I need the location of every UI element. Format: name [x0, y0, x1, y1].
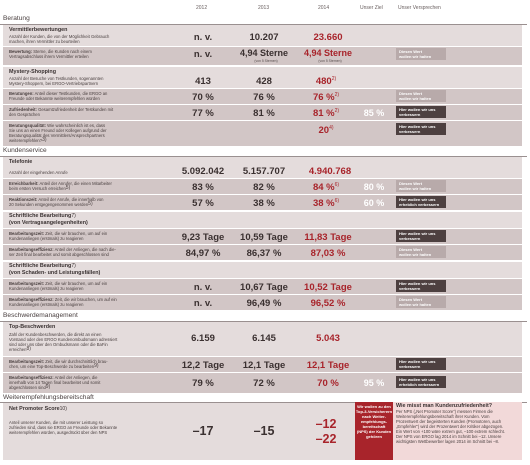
value-erreichbarkeit-2012: 83 %: [192, 182, 214, 193]
row-desc-bewertung: Bewertung: Sterne, die Kunden nach einem Vertragsabschluss ihrem Vermittler erteilen: [9, 49, 92, 59]
value-zufriedenheit-2013: 81 %: [253, 108, 275, 119]
value-qualitaet-2014: 20$^{4)}$: [318, 125, 334, 136]
row-desc-erreichbarkeit: Erreichbarkeit: Anteil der Anrufer, die einen Mitarbeiter beim ersten Versuch erreichen5): [9, 181, 112, 191]
value-nps-2013: –15: [253, 424, 275, 438]
nps-info-title: Wie misst man Kundenzufriedenheit?: [396, 403, 493, 409]
promise-beschwerdezeit: Hier wollen wir uns verbessern: [396, 358, 446, 370]
section-beschwerde: Beschwerdemanagement: [3, 312, 78, 319]
row-desc-top: Zahl der Kundenbeschwerden, die direkt an einen Vorstand oder den ERGO Kundenombudsmann adressiert sind oder uns über den Ombudsmann oder die BaFin erreichen8): [9, 332, 118, 352]
goal-erreichbarkeit: 80 %: [363, 182, 385, 192]
promise-beratungen: Diesen Wert wollen wir halten: [396, 90, 446, 102]
value-reaktionszeit-2013: 38 %: [253, 198, 275, 209]
value-bewertung-2014-note: (von 5 Sternen): [318, 59, 342, 63]
section-weiterempfehlung: Weiterempfehlungsbereitschaft: [3, 394, 94, 401]
goal-nps: Wir wollen zu den Top-3-Versicherern nach Weiter- empfehlungs- bereitschaft (NPS) der Kunden gehören: [355, 402, 393, 460]
row-label-schriftlich1-sub: (von Vertragsangelegenheiten): [9, 220, 88, 226]
row-desc-beschwerdezeit: Bearbeitungszeit: Zeit, die wir durchschnittlich brau- chen, um eine Top-Beschwerde zu bearbeiten9): [9, 359, 108, 369]
value-vermittler-2012: n. v.: [193, 32, 213, 43]
row-label-schriftlich2: Schriftliche Bearbeitung7): [9, 263, 76, 269]
value-erreichbarkeit-2014: 84 %$^{6)}$: [312, 182, 340, 193]
value-bearbeitungszeit1-2012: 9,23 Tage: [181, 232, 225, 243]
section-kundenservice: Kundenservice: [3, 147, 47, 154]
value-beratungen-2014: 76 %$^{2)}$: [312, 92, 340, 103]
row-desc-nps: Anteil unserer Kunden, die mit unserer Leistung so zufrieden sind, dass sie ERGO an Freunde oder Bekannte weiterempfehlen würden, ausgedrückt über den NPS: [9, 420, 118, 435]
value-beschwerdezeit-2013: 12,1 Tage: [242, 360, 286, 371]
promise-bearbeitungszeit1: Hier wollen wir uns verbessern: [396, 230, 446, 242]
nps-info-text: Per NPS („Net Promoter Score“) messen Firmen die Weiterempfehlungsbereitschaft ihrer Kunden. Vom Prozentwert der begeisterten Kunden (Promotoren, auch „Empfehler“) wird der Prozentwert der Kritiker abgezogen. Ein Wert von +100 wäre extrem gut, –100 extrem schlecht. Der NPS von ERGO lag 2014 im Schnitt bei –12. Unsere wichtigsten Wettbewerber lagen 2014 im Schnitt bei –8.: [396, 409, 505, 444]
value-bearbeitungszeit2-2012: n. v.: [193, 282, 213, 293]
goal-reaktionszeit: 60 %: [363, 198, 385, 208]
value-bearbeitungszeit1-2014: 11,83 Tage: [304, 232, 352, 243]
value-beratungen-2013: 76 %: [253, 92, 275, 103]
row-desc-effizienz2: Bearbeitungseffizienz: Zeit, die wir brauchen, um auf ein Kundenanliegen (erstmals) zu reagieren: [9, 297, 117, 307]
value-mystery-2014: 480$^{2)}$: [315, 76, 337, 87]
value-reaktionszeit-2012: 57 %: [192, 198, 214, 209]
row-desc-bearbeitungszeit1: Bearbeitungszeit: Zeit, die wir brauchen, um auf ein Kundenanliegen (erstmals) zu reagieren: [9, 231, 108, 241]
value-erreichbarkeit-2013: 82 %: [253, 182, 275, 193]
value-beschwerdezeit-2014: 12,1 Tage: [306, 360, 350, 371]
value-bewertung-2012: n. v.: [193, 49, 213, 60]
promise-reaktionszeit: Hier wollen wir uns erheblich verbessern: [396, 196, 446, 208]
value-mystery-2012: 413: [195, 76, 211, 87]
row-desc-bearbeitungszeit2: Bearbeitungszeit: Zeit, die wir brauchen, um auf ein Kundenanliegen (erstmals) zu reagieren: [9, 281, 108, 291]
value-vermittler-2013: 10.207: [249, 32, 279, 43]
promise-erreichbarkeit: Diesen Wert wollen wir halten: [396, 180, 446, 192]
row-desc-mystery: Anzahl der Besuche von Testkunden, sogenannten Mystery-Shoppern, bei ERGO-Vertriebspartnern: [9, 76, 104, 86]
value-effizienz1-2013: 86,37 %: [246, 248, 282, 259]
row-label-nps: Net Promoter Score10): [9, 406, 67, 412]
value-nps-2014-b: –22: [315, 432, 337, 446]
row-label-schriftlich1: Schriftliche Bearbeitung7): [9, 213, 76, 219]
row-label-top: Top-Beschwerden: [9, 324, 56, 330]
value-zufriedenheit-2012: 77 %: [192, 108, 214, 119]
value-beschwerdeeff-2014: 70 %: [317, 378, 339, 389]
value-effizienz2-2012: n. v.: [193, 298, 213, 309]
value-top-2012: 6.159: [191, 333, 215, 344]
value-telefonie-2012: 5.092.042: [181, 166, 225, 177]
value-effizienz2-2013: 96,49 %: [246, 298, 282, 309]
promise-effizienz2: Diesen Wert wollen wir halten: [396, 296, 446, 308]
value-top-2014: 5.043: [316, 333, 340, 344]
value-effizienz2-2014: 96,52 %: [310, 298, 346, 309]
section-beratung: Beratung: [3, 15, 30, 22]
value-beschwerdeeff-2012: 79 %: [192, 378, 214, 389]
value-vermittler-2014: 23.660: [313, 32, 343, 43]
row-desc-beratungen: Beratungen: Anteil dieser Testkunden, die ERGO an Freunde oder Bekannte weiterempfehlen würden: [9, 91, 108, 101]
value-top-2013: 6.145: [252, 333, 276, 344]
promise-bearbeitungszeit2: Hier wollen wir uns verbessern: [396, 280, 446, 292]
header-2013: 2013: [258, 5, 270, 11]
row-label-mystery: Mystery-Shopping: [9, 69, 57, 75]
goal-beschwerdeeff: 95 %: [363, 378, 385, 388]
header-2014: 2014: [318, 5, 330, 11]
row-desc-zufriedenheit: Zufriedenheit: Gesamtzufriedenheit der Testkunden mit den Gesprächen: [9, 107, 114, 117]
value-bearbeitungszeit1-2013: 10,59 Tage: [240, 232, 288, 243]
row-label-telefonie: Telefonie: [9, 159, 33, 165]
promise-bewertung: Diesen Wert wollen wir halten: [396, 48, 446, 60]
row-desc-qualitaet: Beratungsqualität: Wie wahrscheinlich ist es, dass Sie uns an einen Freund oder Kollegen aufgrund der Beratungsqualität des Vermittlers/Ansprechpartners weiterempfehlen?3): [9, 123, 107, 143]
value-telefonie-2014: 4.940.768: [308, 166, 352, 177]
promise-qualitaet: Hier wollen wir uns verbessern: [396, 123, 446, 135]
value-bearbeitungszeit2-2013: 10,67 Tage: [240, 282, 288, 293]
header-goal: Unser Ziel: [360, 5, 383, 11]
row-label-vermittler: Vermittlerbewertungen: [9, 27, 68, 33]
promise-zufriedenheit: Hier wollen wir uns verbessern: [396, 106, 446, 118]
value-beratungen-2012: 70 %: [192, 92, 214, 103]
promise-beschwerdeeff: Hier wollen wir uns erheblich verbessern: [396, 376, 446, 388]
header-promise: Unser Versprechen: [398, 5, 441, 11]
value-effizienz1-2012: 84,97 %: [185, 248, 221, 259]
value-bearbeitungszeit2-2014: 10,52 Tage: [304, 282, 352, 293]
value-beschwerdeeff-2013: 72 %: [253, 378, 275, 389]
value-effizienz1-2014: 87,03 %: [310, 248, 346, 259]
value-zufriedenheit-2014: 81 %$^{2)}$: [312, 108, 340, 119]
row-desc-reaktionszeit: Reaktionszeit: Anteil der Anrufe, die innerhalb von 20 Sekunden entgegengenommen werden5): [9, 197, 104, 207]
value-mystery-2013: 428: [256, 76, 272, 87]
value-nps-2014-a: –12: [315, 417, 337, 431]
nps-info-box: [393, 402, 522, 460]
value-bewertung-2013-note: (von 5 Sternen): [254, 59, 278, 63]
goal-zufriedenheit: 85 %: [363, 108, 385, 118]
header-2012: 2012: [196, 5, 208, 11]
row-desc-vermittler: Anzahl der Kunden, die von der Möglichkeit Gebrauch machen, ihren Vermittler zu beurteilen: [9, 34, 110, 44]
row-desc-beschwerdeeff: Bearbeitungseffizienz: Anteil der Anliegen, die innerhalb von 14 Tagen final bearbeitet und somit abgeschlossen sind9): [9, 375, 101, 390]
row-label-schriftlich2-sub: (von Schaden- und Leistungsfällen): [9, 270, 101, 276]
value-bewertung-2013: 4,94 Sterne: [239, 48, 289, 58]
promise-effizienz1: Diesen Wert wollen wir halten: [396, 246, 446, 258]
value-telefonie-2013: 5.157.707: [242, 166, 286, 177]
value-nps-2012: –17: [192, 424, 214, 438]
row-desc-effizienz1: Bearbeitungseffizienz: Anteil der Anliegen, die nach die- ser Zeit final bearbeitet und somit abgeschlossen sind: [9, 247, 116, 257]
value-reaktionszeit-2014: 38 %$^{6)}$: [312, 198, 340, 209]
row-desc-telefonie: Anzahl der eingehenden Anrufe: [9, 170, 68, 175]
value-bewertung-2014: 4,94 Sterne: [303, 48, 353, 58]
value-beschwerdezeit-2012: 12,2 Tage: [181, 360, 225, 371]
